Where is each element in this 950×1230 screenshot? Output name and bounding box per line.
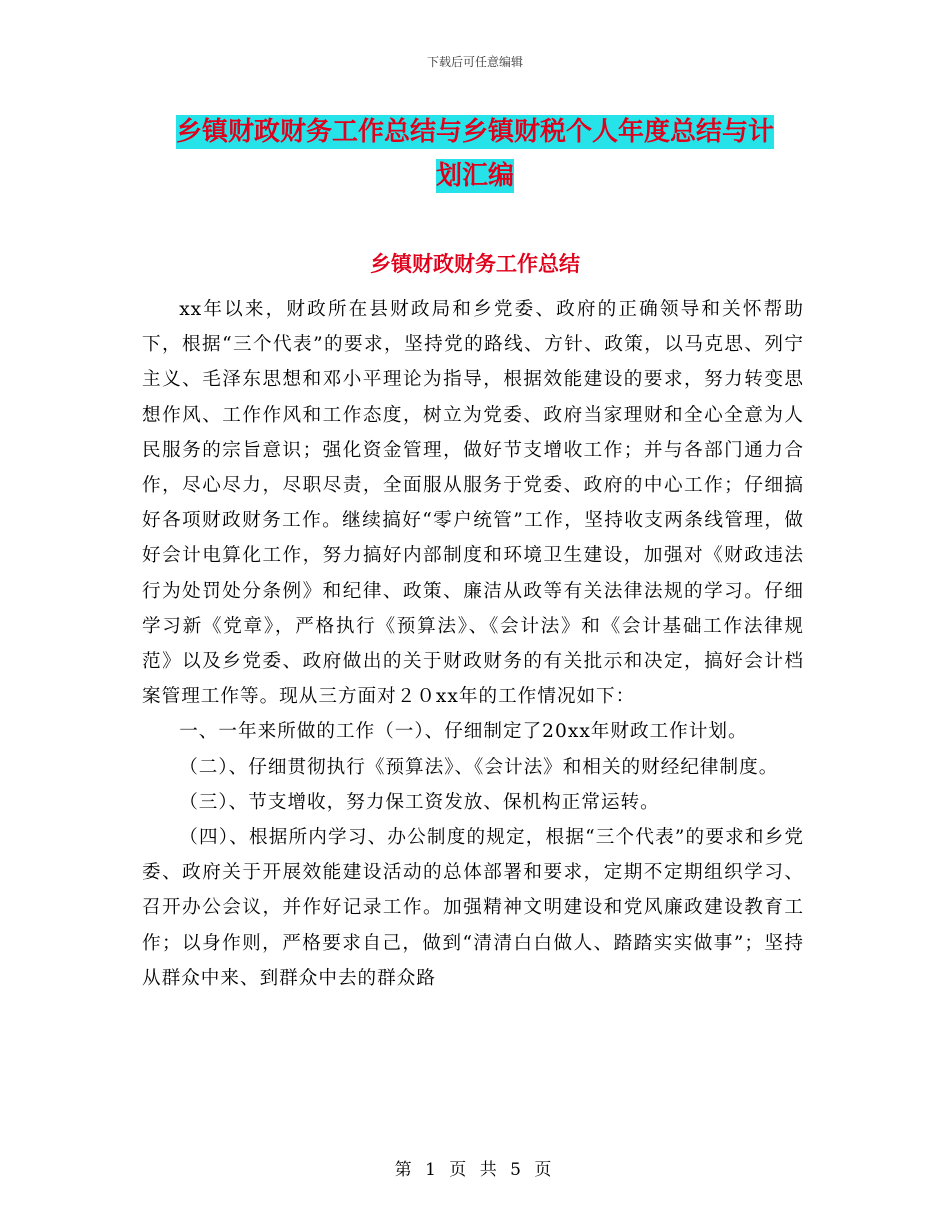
header-note: 下载后可任意编辑 (426, 55, 523, 69)
paragraph: （三）、节支增收，努力保工资发放、保机构正常运转。 (179, 791, 660, 813)
paragraph: （四）、根据所内学习、办公制度的规定，根据“三个代表”的要求和乡党委、政府关于开展效能建设活动的总体部署和要求，定期不定期组织学习、召开办公会议，并作好记录工作。加强精神文明建设和党风廉政建设教育工作；以身作则，严格要求自己，做到“清清白白做人、踏踏实实做事”；坚持从群众中来、到群众中去的群众路 (142, 827, 804, 989)
main-title-line1: 乡镇财政财务工作总结与乡镇财税个人年度总结与计 (175, 117, 774, 147)
page-footer: 第 1 页 共 5 页 (394, 1160, 556, 1180)
body-text (142, 292, 804, 996)
main-title-line2: 划汇编 (435, 161, 514, 191)
section-title: 乡镇财政财务工作总结 (370, 252, 580, 276)
main-title (120, 110, 830, 198)
paragraph: （二）、仔细贯彻执行《预算法》、《会计法》和相关的财经纪律制度。 (179, 756, 779, 778)
paragraph: 一、一年来所做的工作（一）、仔细制定了20xx年财政工作计划。 (179, 721, 748, 743)
paragraph: xx年以来，财政所在县财政局和乡党委、政府的正确领导和关怀帮助下，根据“三个代表”的要求，坚持党的路线、方针、政策，以马克思、列宁主义、毛泽东思想和邓小平理论为指导，根据效能建设的要求，努力转变思想作风、工作作风和工作态度，树立为党委、政府当家理财和全心全意为人民服务的宗旨意识；强化资金管理，做好节支增收工作；并与各部门通力合作，尽心尽力，尽职尽责，全面服从服务于党委、政府的中心工作；仔细搞好各项财政财务工作。继续搞好“零户统管”工作，坚持收支两条线管理，做好会计电算化工作，努力搞好内部制度和环境卫生建设，加强对《财政违法行为处罚处分条例》和纪律、政策、廉洁从政等有关法律法规的学习。仔细学习新《党章》，严格执行《预算法》、《会计法》和《会计基础工作法律规范》以及乡党委、政府做出的关于财政财务的有关批示和决定，搞好会计档案管理工作等。现从三方面对２０xx年的工作情况如下： (142, 299, 804, 708)
